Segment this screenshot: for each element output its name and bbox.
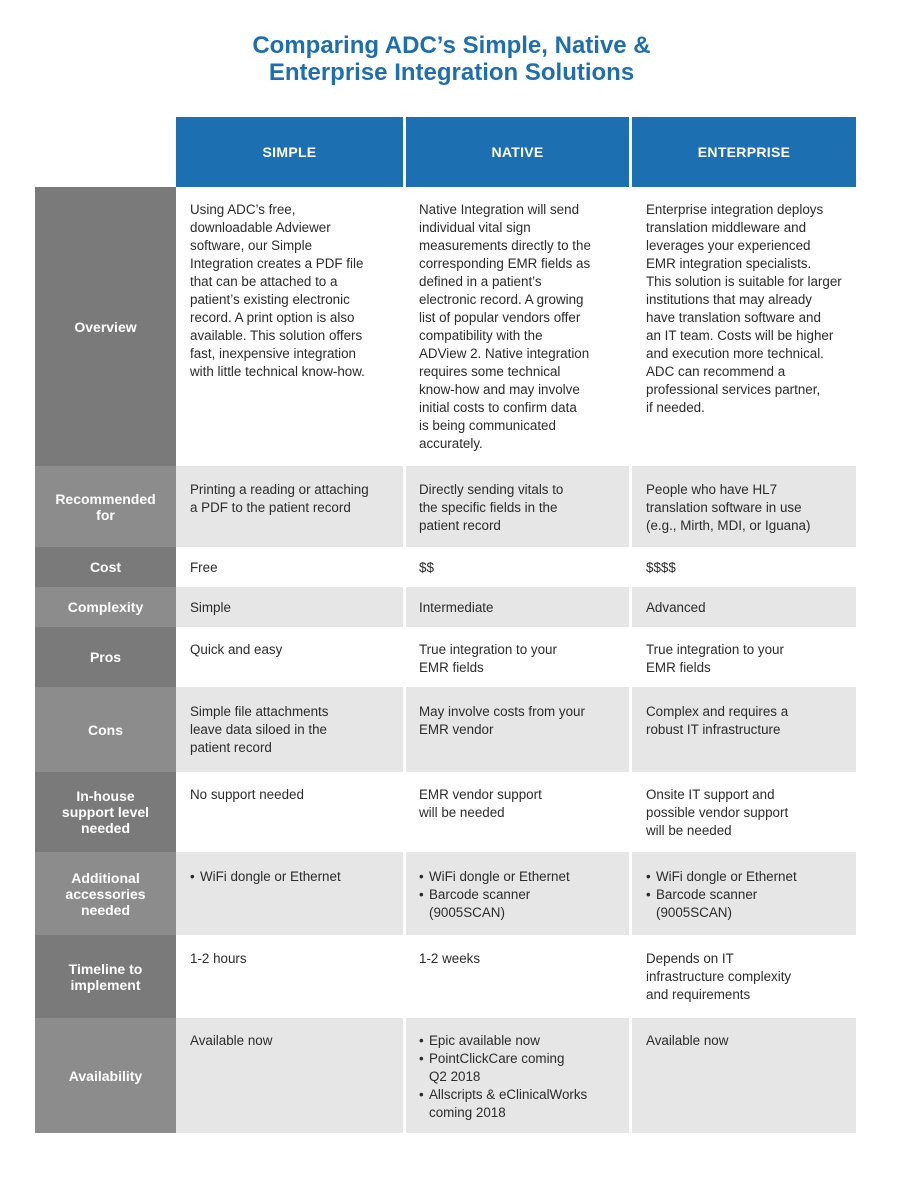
bullet-item <box>646 886 856 922</box>
row-label-complexity: Complexity <box>35 587 176 627</box>
cell-text: $$ <box>419 560 434 575</box>
cell-pros-native <box>406 627 629 687</box>
cell-text: No support needed <box>190 787 304 802</box>
bullet-list <box>419 1032 629 1122</box>
cell-text: Quick and easy <box>190 642 283 657</box>
bullet-text: Epic available now <box>429 1033 540 1048</box>
bullet-text: PointClickCare coming Q2 2018 <box>429 1051 565 1084</box>
cell-text: Depends on IT infrastructure complexity and requirements <box>646 951 792 1002</box>
cell-text: Onsite IT support and possible vendor support will be needed <box>646 787 789 838</box>
bullet-item <box>419 1050 629 1086</box>
cell-additional-accessories-needed-native <box>406 852 629 935</box>
title-line-1: Comparing ADC’s Simple, Native & <box>252 32 651 59</box>
page-title <box>0 32 903 86</box>
cell-text: Printing a reading or attaching a PDF to the patient record <box>190 482 369 515</box>
cell-text: People who have HL7 translation software in use (e.g., Mirth, MDI, or Iguana) <box>646 482 811 533</box>
row-label-pros: Pros <box>35 627 176 687</box>
bullet-text: Barcode scanner (9005SCAN) <box>429 887 531 920</box>
cell-text: Simple <box>190 600 231 615</box>
bullet-icon: • <box>419 869 424 884</box>
cell-recommended-for-native <box>406 466 629 547</box>
column-header-native: NATIVE <box>406 117 629 187</box>
bullet-icon: • <box>419 1033 424 1048</box>
cell-complexity-simple <box>176 587 403 627</box>
cell-cost-enterprise <box>632 547 856 587</box>
bullet-item <box>646 868 856 886</box>
bullet-icon: • <box>646 869 651 884</box>
cell-recommended-for-enterprise <box>632 466 856 547</box>
bullet-icon: • <box>419 887 424 902</box>
row-label-cost: Cost <box>35 547 176 587</box>
bullet-item <box>419 886 629 922</box>
cell-text: Available now <box>190 1033 273 1048</box>
row-label-availability: Availability <box>35 1018 176 1133</box>
row-label-in-house-support-level-needed: In-house support level needed <box>35 772 176 852</box>
bullet-list <box>190 868 403 886</box>
cell-pros-enterprise <box>632 627 856 687</box>
cell-complexity-native <box>406 587 629 627</box>
cell-in-house-support-level-needed-simple <box>176 772 403 852</box>
cell-text: Directly sending vitals to the specific fields in the patient record <box>419 482 564 533</box>
bullet-icon: • <box>419 1087 424 1102</box>
cell-additional-accessories-needed-simple <box>176 852 403 935</box>
title-line-2: Enterprise Integration Solutions <box>268 59 635 86</box>
cell-cost-native <box>406 547 629 587</box>
cell-overview-native <box>406 187 629 466</box>
row-label-timeline-to-implement: Timeline to implement <box>35 935 176 1018</box>
cell-availability-enterprise <box>632 1018 856 1133</box>
bullet-list <box>646 868 856 922</box>
cell-text: Available now <box>646 1033 729 1048</box>
cell-overview-simple <box>176 187 403 466</box>
bullet-text: WiFi dongle or Ethernet <box>429 869 570 884</box>
cell-in-house-support-level-needed-native <box>406 772 629 852</box>
cell-text: Complex and requires a robust IT infrastructure <box>646 704 789 737</box>
cell-timeline-to-implement-native <box>406 935 629 1018</box>
bullet-item <box>419 1032 629 1050</box>
bullet-item <box>419 868 629 886</box>
column-header-enterprise: ENTERPRISE <box>632 117 856 187</box>
bullet-icon: • <box>646 887 651 902</box>
bullet-text: WiFi dongle or Ethernet <box>656 869 797 884</box>
cell-availability-simple <box>176 1018 403 1133</box>
cell-timeline-to-implement-simple <box>176 935 403 1018</box>
cell-additional-accessories-needed-enterprise <box>632 852 856 935</box>
cell-text: Simple file attachments leave data siloed in the patient record <box>190 704 329 755</box>
cell-in-house-support-level-needed-enterprise <box>632 772 856 852</box>
cell-availability-native <box>406 1018 629 1133</box>
cell-text: True integration to your EMR fields <box>419 642 557 675</box>
cell-text: 1-2 weeks <box>419 951 481 966</box>
cell-text: Advanced <box>646 600 706 615</box>
column-header-simple: SIMPLE <box>176 117 403 187</box>
cell-pros-simple <box>176 627 403 687</box>
cell-text: True integration to your EMR fields <box>646 642 784 675</box>
cell-timeline-to-implement-enterprise <box>632 935 856 1018</box>
cell-text: May involve costs from your EMR vendor <box>419 704 585 737</box>
bullet-text: Allscripts & eClinicalWorks coming 2018 <box>429 1087 588 1120</box>
cell-text: EMR vendor support will be needed <box>419 787 542 820</box>
cell-text: Enterprise integration deploys translation middleware and leverages your experienced EMR integration specialists. This solution is suitable for larger institutions that may already have translation software and an IT team. Costs will be higher and execution more technical. ADC can recommend a professional services partner, if needed. <box>646 202 842 415</box>
cell-cons-enterprise <box>632 687 856 772</box>
row-label-overview: Overview <box>35 187 176 466</box>
bullet-item <box>419 1086 629 1122</box>
cell-cons-simple <box>176 687 403 772</box>
cell-text: Free <box>190 560 218 575</box>
cell-complexity-enterprise <box>632 587 856 627</box>
row-label-additional-accessories-needed: Additional accessories needed <box>35 852 176 935</box>
cell-text: 1-2 hours <box>190 951 247 966</box>
row-label-cons: Cons <box>35 687 176 772</box>
bullet-icon: • <box>419 1051 424 1066</box>
bullet-text: WiFi dongle or Ethernet <box>200 869 341 884</box>
bullet-item <box>190 868 403 886</box>
cell-text: Using ADC’s free, downloadable Adviewer software, our Simple Integration creates a PDF file that can be attached to a patient’s existing electronic record. A print option is also available. This solution offers fast, inexpensive integration with little technical know-how. <box>190 202 365 379</box>
row-label-recommended-for: Recommended for <box>35 466 176 547</box>
cell-text: Intermediate <box>419 600 494 615</box>
bullet-text: Barcode scanner (9005SCAN) <box>656 887 758 920</box>
cell-cons-native <box>406 687 629 772</box>
cell-text: Native Integration will send individual vital sign measurements directly to the corresponding EMR fields as defined in a patient’s electronic record. A growing list of popular vendors offer compatibility with the ADView 2. Native integration requires some technical know-how and may involve initial costs to confirm data is being communicated accurately. <box>419 202 591 451</box>
bullet-list <box>419 868 629 922</box>
cell-text: $$$$ <box>646 560 676 575</box>
cell-overview-enterprise <box>632 187 856 466</box>
bullet-icon: • <box>190 869 195 884</box>
cell-cost-simple <box>176 547 403 587</box>
cell-recommended-for-simple <box>176 466 403 547</box>
